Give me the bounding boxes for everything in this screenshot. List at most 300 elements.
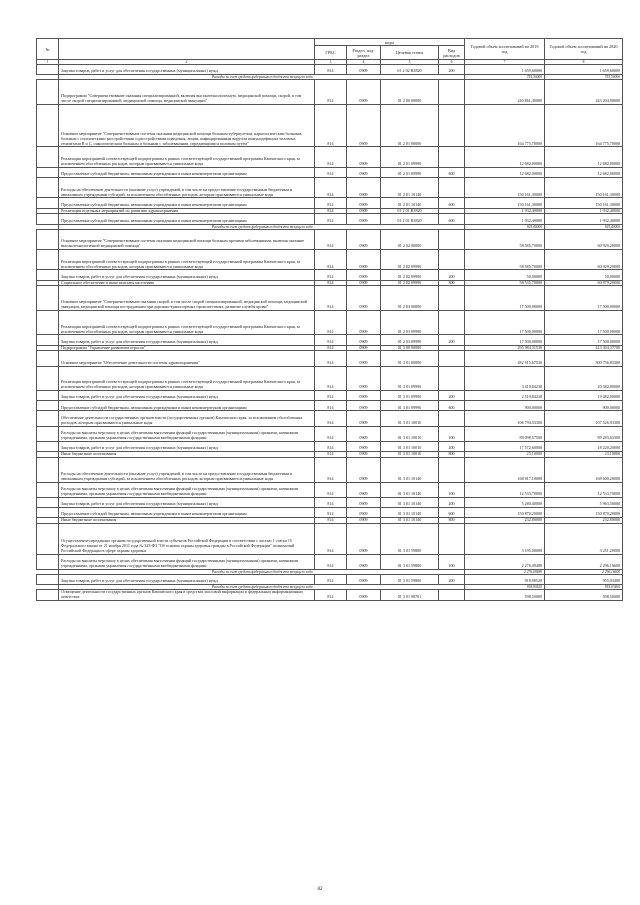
col-index: 2 — [59, 60, 315, 65]
row-cel: 01 3 01 10010 — [381, 426, 439, 441]
row-amount-2020: 1 659,60000 — [545, 65, 623, 75]
note-amount-2020: 925,40000 — [545, 224, 623, 229]
row-cel: 01 3 01 10010 — [381, 442, 439, 452]
row-grbs: 814 — [315, 391, 347, 401]
row-vid: 600 — [439, 401, 465, 411]
row-cel: 01 3 01 09990 — [381, 391, 439, 401]
row-amount-2020: 2 296,16600 — [545, 554, 623, 569]
row-amount-2020: 243 204,90000 — [545, 80, 623, 104]
row-razdel: 0909 — [347, 104, 381, 147]
row-razdel: 0909 — [347, 351, 381, 366]
row-amount-2020: 300 756,83300 — [545, 351, 623, 366]
row-amount-2019: 3 195,00000 — [465, 523, 545, 554]
table-row — [37, 401, 623, 411]
row-grbs: 814 — [315, 214, 347, 224]
row-amount-2019: 17 500,00000 — [465, 335, 545, 345]
row-num — [37, 229, 59, 249]
row-vid — [439, 523, 465, 554]
row-grbs: 814 — [315, 426, 347, 441]
row-amount-2019: 89 098,57500 — [465, 426, 545, 441]
row-cel: 01 2 03 09990 — [381, 310, 439, 334]
col-index: 4 — [347, 60, 381, 65]
row-grbs: 814 — [315, 523, 347, 554]
row-num — [37, 310, 59, 334]
row-vid: 800 — [439, 518, 465, 524]
row-amount-2020: 12 533,70000 — [545, 482, 623, 497]
row-amount-2019: 58 535,70000 — [465, 280, 545, 286]
row-razdel: 0909 — [347, 590, 381, 601]
table-row — [37, 411, 623, 426]
row-amount-2019: 17 572,60000 — [465, 442, 545, 452]
row-vid: 200 — [439, 391, 465, 401]
col-num-header: № — [37, 39, 59, 60]
col-2020-header: Годовой объем ассигнований на 2020 год — [545, 39, 623, 60]
row-cel: 01 2 01 09990 — [381, 147, 439, 167]
row-amount-2019: 12 682,00000 — [465, 167, 545, 177]
table-row — [37, 167, 623, 177]
row-num — [37, 574, 59, 584]
row-cel: 01 2 03 09990 — [381, 335, 439, 345]
row-num — [37, 167, 59, 177]
row-cel: 01 2 02 09990 — [381, 270, 439, 280]
row-razdel: 0909 — [347, 214, 381, 224]
row-razdel: 0909 — [347, 458, 381, 482]
row-cel: 01 3 00 00000 — [381, 345, 439, 351]
col-grbs-header: ГРБС — [315, 46, 347, 60]
col-index: 6 — [439, 60, 465, 65]
row-amount-2020: 169 600,20000 — [545, 458, 623, 482]
row-num — [37, 482, 59, 497]
row-amount-2019: 232,80000 — [465, 518, 545, 524]
row-cel: 01 2 01 00000 — [381, 104, 439, 147]
col-index: 7 — [465, 60, 545, 65]
row-num — [37, 286, 59, 310]
row-amount-2019: 23,10000 — [465, 452, 545, 458]
row-cel: 01 3 01 10010 — [381, 411, 439, 426]
row-amount-2019: 12 682,00000 — [465, 147, 545, 167]
row-amount-2020: 60 929,20000 — [545, 229, 623, 249]
row-grbs: 814 — [315, 198, 347, 208]
row-amount-2019: 1 932,40000 — [465, 208, 545, 214]
row-razdel: 0909 — [347, 229, 381, 249]
row-name: Освещение деятельности государственных органов Камчатского края в средствах массовой информации и федеральных информационных агентствах — [59, 590, 315, 601]
row-vid: 800 — [439, 452, 465, 458]
row-num — [37, 351, 59, 366]
table-row — [37, 280, 623, 286]
row-name: Основное мероприятие "Совершенствование системы оказания медицинской помощи больным туберкулезом, наркологическим больным, больным с психическими расстройствами и расстройствами поведения, лицам, инфицированным вирусом иммунодефицита человека, гепатитами B и C, онкологическим больным и больным с заболеваниями, передающимися половым путем" — [59, 104, 315, 147]
table-row — [37, 426, 623, 441]
row-grbs: 814 — [315, 401, 347, 411]
row-razdel: 0909 — [347, 335, 381, 345]
row-grbs: 814 — [315, 229, 347, 249]
row-amount-2020: 900,00000 — [545, 401, 623, 411]
row-grbs: 814 — [315, 482, 347, 497]
row-razdel: 0909 — [347, 178, 381, 198]
row-amount-2020: 12 682,00000 — [545, 147, 623, 167]
note-text: Расходы за счет средств федерального бюджета текущего года — [59, 224, 315, 229]
row-razdel: 0909 — [347, 452, 381, 458]
row-cel: 01 2 01 10140 — [381, 198, 439, 208]
table-row — [37, 198, 623, 208]
row-razdel: 0909 — [347, 518, 381, 524]
row-amount-2020: 17 500,00000 — [545, 335, 623, 345]
row-name: Иные бюджетные ассигнования — [59, 518, 315, 524]
col-index: 5 — [381, 60, 439, 65]
row-name: Расходы на обеспечение деятельности (оказание услуг) учреждений, в том числе на предоставление государственным бюджетным и автономным учреждениям субсидий, за исключением обособленных расходов, которым присваиваются уникальные коды — [59, 458, 315, 482]
row-grbs: 814 — [315, 458, 347, 482]
table-row — [37, 65, 623, 75]
row-amount-2020: 60 929,20000 — [545, 250, 623, 270]
row-razdel: 0909 — [347, 507, 381, 517]
row-cel: 01 2 01 10140 — [381, 178, 439, 198]
row-amount-2019: 17 500,00000 — [465, 310, 545, 334]
row-num — [37, 270, 59, 280]
budget-table — [36, 38, 623, 601]
row-name: Закупка товаров, работ и услуг для обеспечения государственных (муниципальных) нужд — [59, 574, 315, 584]
row-razdel: 0909 — [347, 286, 381, 310]
row-name: Иные бюджетные ассигнования — [59, 452, 315, 458]
row-vid: 200 — [439, 574, 465, 584]
row-cel: 01 3 01 09990 — [381, 401, 439, 411]
row-vid — [439, 178, 465, 198]
row-amount-2019: 1 932,40000 — [465, 214, 545, 224]
row-amount-2019: 598,50000 — [465, 590, 545, 601]
row-grbs: 814 — [315, 497, 347, 507]
row-grbs: 814 — [315, 167, 347, 177]
row-vid: 100 — [439, 482, 465, 497]
table-row — [37, 523, 623, 554]
row-amount-2019: 2 276,09480 — [465, 554, 545, 569]
row-razdel: 0909 — [347, 482, 381, 497]
row-amount-2020: 1 932,40000 — [545, 214, 623, 224]
col-name-header — [59, 39, 315, 60]
table-row — [37, 178, 623, 198]
row-amount-2019: 2 510,84230 — [465, 391, 545, 401]
note-amount-2019: 918,90520 — [465, 585, 545, 590]
row-amount-2020: 150 161,30000 — [545, 198, 623, 208]
row-amount-2019: 240 861,40000 — [465, 80, 545, 104]
row-num — [37, 80, 59, 104]
row-amount-2019: 12 533,70000 — [465, 482, 545, 497]
col-cel-header: Целевая статья — [381, 46, 439, 60]
row-amount-2019: 150 870,20000 — [465, 507, 545, 517]
row-name: Расходы на выплаты персоналу в целях обеспечения выполнения функций государственными (муниципальными) органами, казенными учреждениями, органами управления государственными внебюджетными фондами — [59, 554, 315, 569]
row-vid: 200 — [439, 65, 465, 75]
table-row — [37, 80, 623, 104]
row-num — [37, 401, 59, 411]
row-num — [37, 335, 59, 345]
row-vid — [439, 80, 465, 104]
row-cel: 01 3 01 59800 — [381, 574, 439, 584]
row-amount-2020: 3 251,20000 — [545, 523, 623, 554]
row-cel: 01 3 01 10010 — [381, 452, 439, 458]
table-row — [37, 208, 623, 214]
row-razdel: 0909 — [347, 426, 381, 441]
row-grbs: 814 — [315, 80, 347, 104]
row-name: Закупка товаров, работ и услуг для обеспечения государственных (муниципальных) нужд — [59, 65, 315, 75]
row-grbs: 814 — [315, 104, 347, 147]
row-grbs: 814 — [315, 442, 347, 452]
row-vid: 600 — [439, 507, 465, 517]
row-grbs: 814 — [315, 335, 347, 345]
row-vid: 100 — [439, 426, 465, 441]
row-cel: 01 2 01 09990 — [381, 167, 439, 177]
row-name: Закупка товаров, работ и услуг для обеспечения государственных (муниципальных) нужд — [59, 497, 315, 507]
row-amount-2019: 150 161,30000 — [465, 178, 545, 198]
row-vid — [439, 104, 465, 147]
row-cel: 01 3 01 59800 — [381, 523, 439, 554]
row-razdel: 0909 — [347, 250, 381, 270]
row-num — [37, 411, 59, 426]
row-vid: 600 — [439, 214, 465, 224]
row-amount-2019: 58 585,70000 — [465, 229, 545, 249]
row-num — [37, 458, 59, 482]
row-amount-2019: 168 917,10000 — [465, 458, 545, 482]
row-name: Осуществление переданных органам государственной власти субъектов Российской Федерации в соответствии с частью 1 статьи 15 Федерального закона от 21 ноября 2011 года № 323-ФЗ "Об основах охраны здоровья граждан в Российской Федерации" полномочий Российской Федерации в сфере охраны здоровья — [59, 523, 315, 554]
row-grbs: 814 — [315, 554, 347, 569]
col-index: 1 — [37, 60, 59, 65]
row-vid: 600 — [439, 198, 465, 208]
table-row — [37, 147, 623, 167]
row-razdel: 0909 — [347, 198, 381, 208]
row-razdel: 0909 — [347, 147, 381, 167]
row-amount-2019: 106 794,33300 — [465, 411, 545, 426]
table-row — [37, 366, 623, 390]
table-row — [37, 214, 623, 224]
row-razdel: 0909 — [347, 411, 381, 426]
row-amount-2020: 107 526,93300 — [545, 411, 623, 426]
row-razdel: 0909 — [347, 345, 381, 351]
row-amount-2020: 232,80000 — [545, 518, 623, 524]
col-razdel-header: Раздел, под-раздел — [347, 46, 381, 60]
row-cel: 01 3 01 09990 — [381, 366, 439, 390]
row-cel: 01 3 01 10140 — [381, 482, 439, 497]
row-num — [37, 442, 59, 452]
row-num — [37, 178, 59, 198]
note-amount-2019: 755,50000 — [465, 75, 545, 80]
row-vid: 200 — [439, 335, 465, 345]
row-num — [37, 104, 59, 147]
row-grbs: 814 — [315, 574, 347, 584]
row-cel: 01 2 02 00000 — [381, 229, 439, 249]
row-amount-2020: 89 283,63300 — [545, 426, 623, 441]
codes-header: коды — [315, 39, 465, 46]
row-cel: 01 3 01 10140 — [381, 458, 439, 482]
table-row — [37, 250, 623, 270]
row-amount-2019: 58 585,70000 — [465, 250, 545, 270]
row-grbs: 814 — [315, 452, 347, 458]
row-num — [37, 366, 59, 390]
row-grbs: 814 — [315, 518, 347, 524]
row-vid — [439, 351, 465, 366]
row-amount-2020: 50,00000 — [545, 270, 623, 280]
row-name: Подпрограмма "Совершенствование оказания специализированной, включая высокотехнологичную, медицинской помощи, скорой, в том числе скорой специализированной, медицинской помощи, медицинской эвакуации" — [59, 80, 315, 104]
row-grbs: 814 — [315, 286, 347, 310]
row-num — [37, 497, 59, 507]
row-name: Предоставление субсидий бюджетным, автономным учреждениям и иным некоммерческим организациям — [59, 401, 315, 411]
row-num — [37, 65, 59, 75]
table-row — [37, 574, 623, 584]
table-row — [37, 590, 623, 601]
row-amount-2019: 17 500,00000 — [465, 286, 545, 310]
row-cel: 01 3 01 98701 — [381, 590, 439, 601]
row-grbs: 814 — [315, 507, 347, 517]
table-row — [37, 310, 623, 334]
table-row — [37, 554, 623, 569]
row-cel: 01 2 02 R3820 — [381, 65, 439, 75]
row-grbs: 814 — [315, 345, 347, 351]
row-amount-2020: 12 682,00000 — [545, 167, 623, 177]
row-num — [37, 214, 59, 224]
row-num — [37, 250, 59, 270]
row-name: Расходы на выплаты персоналу в целях обеспечения выполнения функций государственными (муниципальными) органами, казенными учреждениями, органами управления государственными внебюджетными фондами — [59, 482, 315, 497]
row-name: Закупка товаров, работ и услуг для обеспечения государственных (муниципальных) нужд — [59, 335, 315, 345]
row-name: Закупка товаров, работ и услуг для обеспечения государственных (муниципальных) нужд — [59, 270, 315, 280]
row-vid: 200 — [439, 442, 465, 452]
row-grbs: 814 — [315, 366, 347, 390]
row-vid: 600 — [439, 167, 465, 177]
row-name: Основное мероприятие "Обеспечение деятельности системы здравоохранения" — [59, 351, 315, 366]
row-cel: 01 2 03 00000 — [381, 286, 439, 310]
row-name: Закупка товаров, работ и услуг для обеспечения государственных (муниципальных) нужд — [59, 442, 315, 452]
row-razdel: 0909 — [347, 280, 381, 286]
note-amount-2020: 2 296,16600 — [545, 569, 623, 574]
row-razdel: 0909 — [347, 167, 381, 177]
row-grbs: 814 — [315, 270, 347, 280]
row-grbs: 814 — [315, 208, 347, 214]
row-name: Социальное обеспечение и иные выплаты населению — [59, 280, 315, 286]
note-amount-2019: 2 276,09480 — [465, 569, 545, 574]
row-razdel: 0909 — [347, 65, 381, 75]
row-name: Реализация мероприятий соответствующей подпрограммы в рамках соответствующей государственной программы Камчатского края, за исключением обособленных расходов, которым присваиваются уникальные коды — [59, 310, 315, 334]
row-grbs: 814 — [315, 280, 347, 286]
row-cel: 01 2 02 09990 — [381, 250, 439, 270]
row-amount-2020: 164 775,70000 — [545, 104, 623, 147]
table-body — [37, 65, 623, 601]
row-num — [37, 554, 59, 569]
row-amount-2019: 1 659,60000 — [465, 65, 545, 75]
col-2019-header: Годовой объем ассигнований на 2019 год — [465, 39, 545, 60]
row-num — [37, 147, 59, 167]
row-razdel: 0909 — [347, 310, 381, 334]
row-cel: 01 3 01 10140 — [381, 507, 439, 517]
row-cel: 01 2 01 R3820 — [381, 208, 439, 214]
row-vid — [439, 229, 465, 249]
row-razdel: 0909 — [347, 208, 381, 214]
row-name: Расходы на выплаты персоналу в целях обеспечения выполнения функций государственными (муниципальными) органами, казенными учреждениями, органами управления государственными внебюджетными фондами — [59, 426, 315, 441]
row-amount-2019: 295 984,31530 — [465, 345, 545, 351]
table-row — [37, 345, 623, 351]
row-amount-2020: 150 161,30000 — [545, 178, 623, 198]
row-name: Закупка товаров, работ и услуг для обеспечения государственных (муниципальных) нужд — [59, 391, 315, 401]
row-razdel: 0909 — [347, 554, 381, 569]
row-grbs: 814 — [315, 147, 347, 167]
row-vid — [439, 147, 465, 167]
row-name: Предоставление субсидий бюджетным, автономным учреждениям и иным некоммерческим организациям — [59, 214, 315, 224]
row-cel: 01 2 02 09990 — [381, 280, 439, 286]
row-vid: 300 — [439, 280, 465, 286]
table-row — [37, 104, 623, 147]
table-row — [37, 391, 623, 401]
row-amount-2019: 3 410,84230 — [465, 366, 545, 390]
note-text: Расходы за счет средств федерального бюджета текущего года — [59, 569, 315, 574]
table-row — [37, 482, 623, 497]
table-row — [37, 458, 623, 482]
row-vid — [439, 366, 465, 390]
row-name: Реализация мероприятий соответствующей подпрограммы в рамках соответствующей государственной программы Камчатского края, за исключением обособленных расходов, которым присваиваются уникальные коды — [59, 147, 315, 167]
row-name: Реализация мероприятий соответствующей подпрограммы в рамках соответствующей государственной программы Камчатского края, за исключением обособленных расходов, которым присваиваются уникальные коды — [59, 366, 315, 390]
row-razdel: 0909 — [347, 523, 381, 554]
table-row — [37, 351, 623, 366]
row-name: Предоставление субсидий бюджетным, автономным учреждениям и иным некоммерческим организациям — [59, 198, 315, 208]
row-razdel: 0909 — [347, 80, 381, 104]
row-name: Предоставление субсидий бюджетным, автономным учреждениям и иным некоммерческим организациям — [59, 167, 315, 177]
row-grbs: 814 — [315, 65, 347, 75]
table-row — [37, 286, 623, 310]
row-cel: 01 2 00 00000 — [381, 80, 439, 104]
row-name: Основное мероприятие "Совершенствование оказания скорой, в том числе скорой специализированной, медицинской помощи, медицинской эвакуации, медицинской помощи пострадавшим при дорожно-транспортных происшествиях, развитие службы крови" — [59, 286, 315, 310]
row-vid: 100 — [439, 554, 465, 569]
note-amount-2019: 925,40000 — [465, 224, 545, 229]
row-amount-2020: 150 870,20000 — [545, 507, 623, 517]
row-amount-2019: 164 775,70000 — [465, 104, 545, 147]
row-name: Основное мероприятие "Совершенствование системы оказания медицинской помощи больным прочими заболеваниями, включая оказание высокотехнологичной медицинской помощи" — [59, 229, 315, 249]
note-amount-2020: 955,03400 — [545, 585, 623, 590]
table-row — [37, 229, 623, 249]
row-cel: 01 3 01 10140 — [381, 497, 439, 507]
row-vid — [439, 590, 465, 601]
note-amount-2020: 755,50000 — [545, 75, 623, 80]
table-row — [37, 335, 623, 345]
row-amount-2019: 5 280,40000 — [465, 497, 545, 507]
row-vid — [439, 310, 465, 334]
row-vid — [439, 458, 465, 482]
row-razdel: 0909 — [347, 366, 381, 390]
row-amount-2019: 282 915,67530 — [465, 351, 545, 366]
table-row — [37, 497, 623, 507]
row-name: Обеспечение деятельности государственных органов власти (государственных органов) Камчатского края, за исключением обособленных расходов, которым присваиваются уникальные коды — [59, 411, 315, 426]
row-grbs: 814 — [315, 411, 347, 426]
row-amount-2020: 18 220,20000 — [545, 442, 623, 452]
row-num — [37, 426, 59, 441]
row-amount-2020: 23,10000 — [545, 452, 623, 458]
row-num — [37, 523, 59, 554]
row-name: Расходы на обеспечение деятельности (оказание услуг) учреждений, в том числе на предоставление государственным бюджетным и автономным учреждениям субсидий, за исключением обособленных расходов, которым присваиваются уникальные коды — [59, 178, 315, 198]
row-razdel: 0909 — [347, 442, 381, 452]
page-number: 82 — [317, 887, 323, 892]
row-razdel: 0909 — [347, 574, 381, 584]
row-cel: 01 3 01 00000 — [381, 351, 439, 366]
col-index: 8 — [545, 60, 623, 65]
row-num — [37, 590, 59, 601]
row-amount-2020: 1 932,40000 — [545, 208, 623, 214]
row-razdel: 0909 — [347, 497, 381, 507]
row-grbs: 814 — [315, 351, 347, 366]
row-name: Реализация мероприятий соответствующей подпрограммы в рамках соответствующей государственной программы Камчатского края, за исключением обособленных расходов, которым присваиваются уникальные коды — [59, 250, 315, 270]
row-vid — [439, 286, 465, 310]
row-num — [37, 391, 59, 401]
row-name: Реализация отдельных мероприятий по развитию здравоохранения — [59, 208, 315, 214]
note-text: Расходы за счет средств федерального бюджета текущего года — [59, 75, 315, 80]
row-name: Предоставление субсидий бюджетным, автономным учреждениям и иным некоммерческим организациям — [59, 507, 315, 517]
row-amount-2020: 17 500,00000 — [545, 310, 623, 334]
row-amount-2020: 60 879,20000 — [545, 280, 623, 286]
row-name: Подпрограмма "Управление развитием отрасли" — [59, 345, 315, 351]
row-vid: 200 — [439, 497, 465, 507]
col-vid-header: Вид расходов — [439, 46, 465, 60]
row-amount-2019: 50,00000 — [465, 270, 545, 280]
row-grbs: 814 — [315, 178, 347, 198]
